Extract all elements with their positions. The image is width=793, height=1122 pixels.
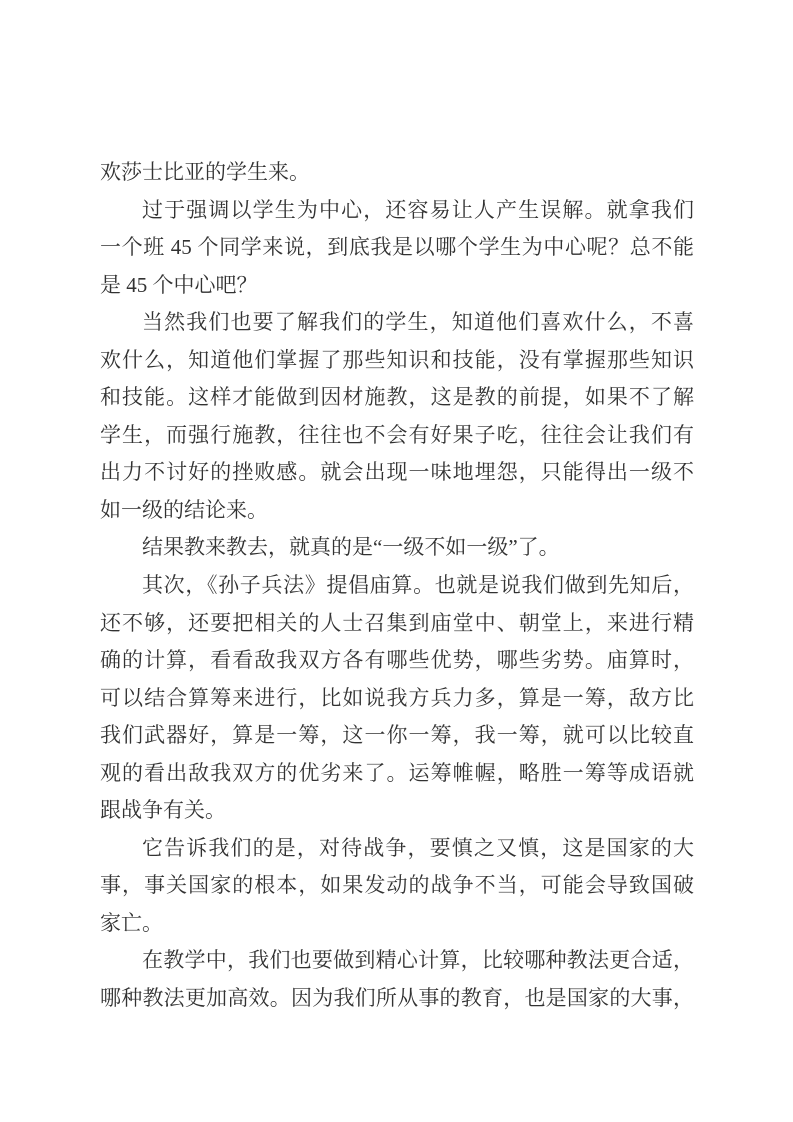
text-line: 确的计算，看看敌我双方各有哪些优势，哪些劣势。庙算时，: [100, 648, 694, 673]
text-line: 其次，《孙子兵法》提倡庙算。也就是说我们做到先知后，: [142, 573, 694, 598]
text-line: 还不够，还要把相关的人士召集到庙堂中、朝堂上，来进行精: [100, 610, 694, 635]
text-line: 在教学中，我们也要做到精心计算，比较哪种教法更合适，: [142, 948, 694, 973]
text-line: 当然我们也要了解我们的学生，知道他们喜欢什么，不喜: [142, 310, 694, 335]
text-line: 学生，而强行施教，往往也不会有好果子吃，往往会让我们有: [100, 422, 694, 447]
text-line: 观的看出敌我双方的优劣来了。运筹帷幄，略胜一筹等成语就: [100, 760, 694, 785]
text-line: 一个班 45 个同学来说，到底我是以哪个学生为中心呢？总不能: [100, 235, 694, 260]
text-line: 跟战争有关。: [100, 798, 226, 823]
text-line: 结果教来教去，就真的是“一级不如一级”了。: [142, 535, 560, 560]
text-line: 我们武器好，算是一筹，这一你一筹，我一筹，就可以比较直: [100, 723, 694, 748]
text-line: 事，事关国家的根本，如果发动的战争不当，可能会导致国破: [100, 873, 694, 898]
text-line: 和技能。这样才能做到因材施教，这是教的前提，如果不了解: [100, 385, 694, 410]
text-line: 如一级的结论来。: [100, 497, 268, 522]
text-line: 欢莎士比亚的学生来。: [100, 160, 310, 184]
text-line: 是 45 个中心吧？: [100, 272, 258, 297]
text-line: 它告诉我们的是，对待战争，要慎之又慎，这是国家的大: [142, 835, 694, 860]
text-column: [100, 154, 694, 1018]
text-line: 可以结合算筹来进行，比如说我方兵力多，算是一筹，敌方比: [100, 685, 694, 710]
text-line: 哪种教法更加高效。因为我们所从事的教育，也是国家的大事，: [100, 986, 694, 1011]
text-line: 家亡。: [100, 910, 163, 935]
text-line: 出力不讨好的挫败感。就会出现一味地埋怨，只能得出一级不: [100, 460, 694, 485]
text-line: 过于强调以学生为中心，还容易让人产生误解。就拿我们: [142, 197, 694, 222]
text-line: 欢什么，知道他们掌握了那些知识和技能，没有掌握那些知识: [100, 347, 694, 372]
